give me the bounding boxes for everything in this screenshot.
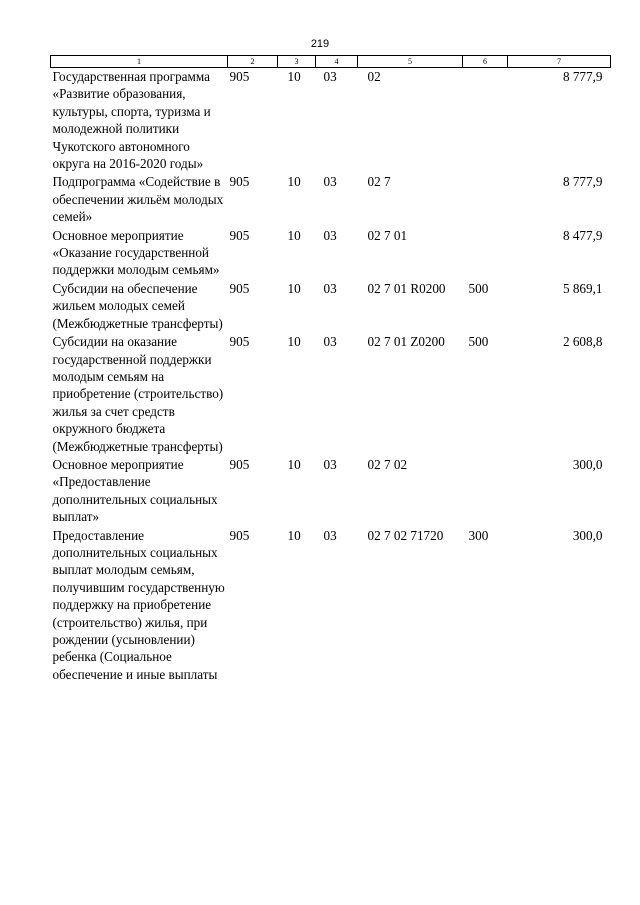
- row-target-article: 02 7 02 71720: [367, 527, 444, 543]
- row-expense-type: [463, 456, 508, 527]
- row-amount: 5 869,1: [562, 280, 603, 296]
- row-section: 10: [287, 280, 301, 296]
- row-ministry-code: 905: [229, 527, 250, 543]
- row-expense-type: 500: [468, 334, 489, 350]
- row-section: 10: [287, 227, 301, 243]
- row-name: Субсидии на обеспечение жильем молодых семей (Межбюджетные трансферты): [52, 280, 223, 331]
- row-section: 10: [287, 456, 301, 472]
- row-expense-type: [463, 173, 508, 226]
- row-section: 10: [287, 174, 301, 190]
- row-ministry-code: 905: [229, 174, 250, 190]
- row-section: 10: [287, 334, 301, 350]
- row-target-article: 02 7 02: [367, 456, 408, 472]
- row-ministry-code: 905: [229, 227, 250, 243]
- table-row: [51, 173, 611, 226]
- header-col-5: 5: [358, 56, 463, 68]
- row-amount: 2 608,8: [562, 334, 603, 350]
- row-amount: 300,0: [572, 527, 603, 543]
- header-col-1: 1: [51, 56, 228, 68]
- row-name: Основное мероприятие «Предоставление дополнительных социальных выплат»: [52, 456, 218, 525]
- row-ministry-code: 905: [229, 69, 250, 84]
- row-name: Основное мероприятие «Оказание государственной поддержки молодым семьям»: [52, 227, 220, 278]
- row-target-article: 02 7: [367, 174, 391, 190]
- header-col-6: 6: [463, 56, 508, 68]
- table-row: [51, 333, 611, 456]
- header-col-3: 3: [278, 56, 316, 68]
- row-expense-type: 500: [468, 280, 489, 296]
- table-row: [51, 227, 611, 280]
- header-row: [51, 56, 611, 68]
- table-row: [51, 280, 611, 333]
- row-subsection: 03: [323, 456, 337, 472]
- page-number: 219: [310, 38, 330, 50]
- row-ministry-code: 905: [229, 334, 250, 350]
- table-row: [51, 527, 611, 685]
- row-amount: 8 477,9: [562, 227, 603, 243]
- row-expense-type: 300: [468, 527, 489, 543]
- row-section: 10: [287, 527, 301, 543]
- row-subsection: 03: [323, 280, 337, 296]
- row-amount: 300,0: [572, 456, 603, 472]
- table-row: [51, 68, 611, 174]
- row-name: Подпрограмма «Содействие в обеспечении жильём молодых семей»: [52, 174, 224, 225]
- header-col-7: 7: [508, 56, 611, 68]
- row-subsection: 03: [323, 334, 337, 350]
- row-amount: 8 777,9: [562, 174, 603, 190]
- row-ministry-code: 905: [229, 456, 250, 472]
- row-expense-type: [463, 68, 508, 174]
- row-name: Предоставление дополнительных социальных выплат молодым семьям, получившим государственную поддержку на приобретение (строительство) жилья, при рождении (усыновлении) ребенка (Социальное обеспечение и иные выплаты: [52, 527, 225, 682]
- row-subsection: 03: [323, 174, 337, 190]
- row-subsection: 03: [323, 69, 337, 84]
- table-row: [51, 456, 611, 527]
- row-expense-type: [463, 227, 508, 280]
- row-amount: 8 777,9: [562, 69, 603, 84]
- row-subsection: 03: [323, 227, 337, 243]
- row-target-article: 02 7 01 R0200: [367, 280, 446, 296]
- row-subsection: 03: [323, 527, 337, 543]
- header-col-2: 2: [228, 56, 278, 68]
- row-target-article: 02: [367, 69, 381, 84]
- row-name: Государственная программа «Развитие образования, культуры, спорта, туризма и молодежной политики Чукотского автономного округа на 2016-2020 годы»: [52, 69, 211, 172]
- budget-table: [50, 55, 611, 684]
- row-target-article: 02 7 01 Z0200: [367, 334, 445, 350]
- header-col-4: 4: [316, 56, 358, 68]
- row-section: 10: [287, 69, 301, 84]
- row-target-article: 02 7 01: [367, 227, 408, 243]
- row-name: Субсидии на оказание государственной поддержки молодым семьям на приобретение (строительство) жилья за счет средств окружного бюджета (Межбюджетные трансферты): [52, 334, 224, 454]
- row-ministry-code: 905: [229, 280, 250, 296]
